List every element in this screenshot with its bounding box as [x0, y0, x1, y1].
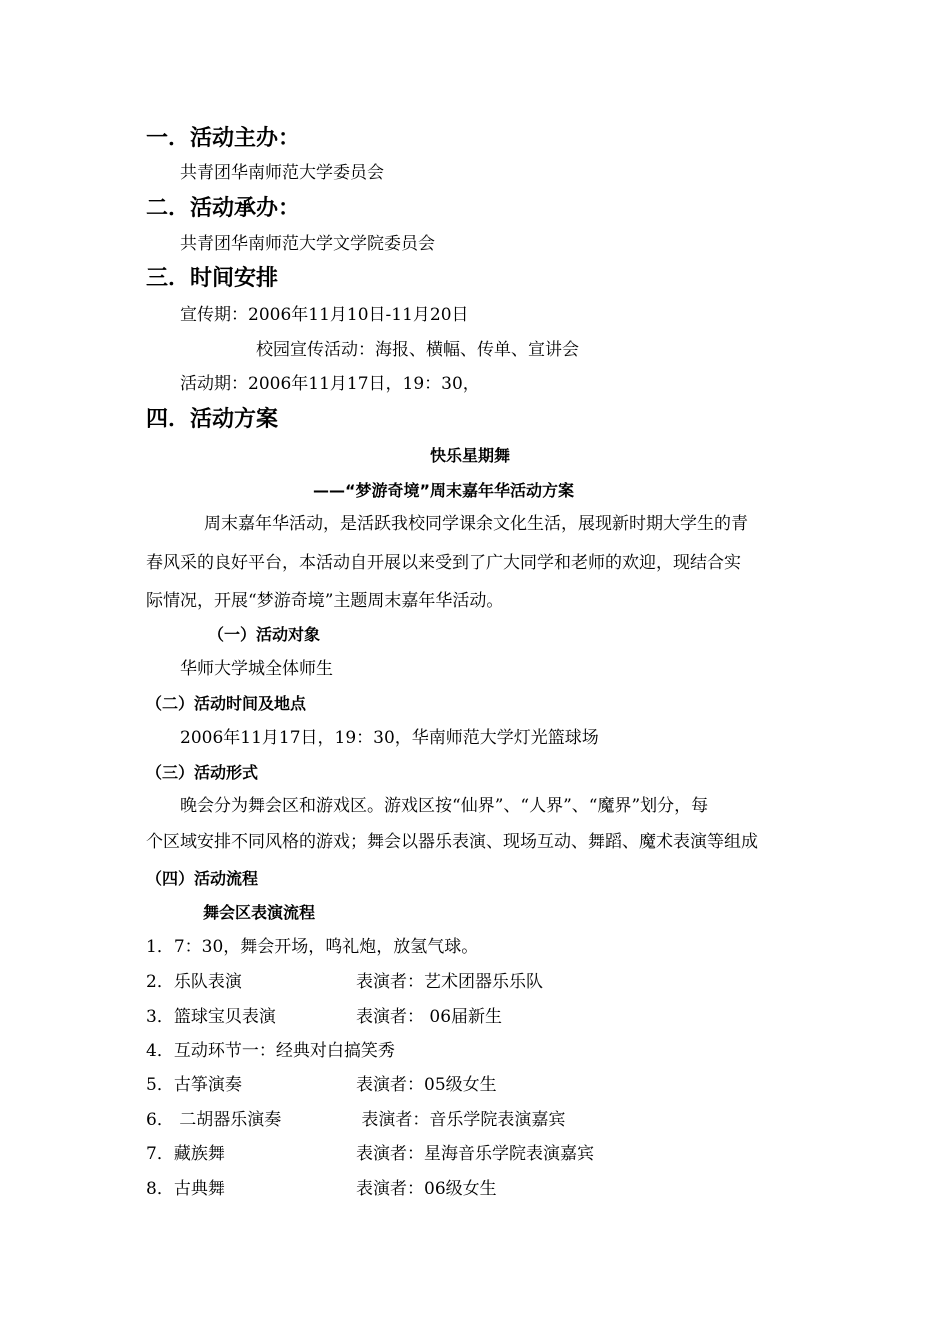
- program-item-3: 3．篮球宝贝表演: [146, 1007, 276, 1027]
- program-performer-3: 表演者： 06届新生: [356, 1007, 503, 1027]
- program-item-1: 1．7：30，舞会开场，鸣礼炮，放氢气球。: [146, 937, 479, 957]
- plan-subtitle: ——“梦游奇境”周末嘉年华活动方案: [313, 481, 575, 500]
- co-organizer-text: 共青团华南师范大学文学院委员会: [180, 234, 435, 254]
- flow-heading: 舞会区表演流程: [203, 903, 316, 922]
- part4-heading: （四）活动流程: [146, 869, 259, 888]
- section-heading-organizer: 一．活动主办：: [146, 126, 301, 151]
- plan-title: 快乐星期舞: [430, 446, 511, 465]
- program-item-4: 4．互动环节一：经典对白搞笑秀: [146, 1041, 395, 1061]
- schedule-campus-publicity: 校园宣传活动：海报、横幅、传单、宣讲会: [256, 340, 579, 360]
- part3-line-2: 个区域安排不同风格的游戏；舞会以器乐表演、现场互动、舞蹈、魔术表演等组成: [146, 832, 758, 852]
- program-performer-7: 表演者：星海音乐学院表演嘉宾: [356, 1144, 594, 1164]
- program-item-5: 5．古筝演奏: [146, 1075, 242, 1095]
- program-item-2: 2．乐队表演: [146, 972, 242, 992]
- intro-line-1: 周末嘉年华活动，是活跃我校同学课余文化生活，展现新时期大学生的青: [204, 514, 748, 534]
- program-item-7: 7．藏族舞: [146, 1144, 225, 1164]
- part2-heading: （二）活动时间及地点: [146, 694, 307, 713]
- program-performer-5: 表演者：05级女生: [356, 1075, 497, 1095]
- part3-heading: （三）活动形式: [146, 763, 259, 782]
- intro-line-2: 春风采的良好平台，本活动自开展以来受到了广大同学和老师的欢迎，现结合实: [146, 553, 741, 573]
- schedule-publicity-period: 宣传期：2006年11月10日-11月20日: [180, 305, 469, 325]
- section-heading-co-organizer: 二．活动承办：: [146, 196, 301, 221]
- intro-line-3: 际情况，开展“梦游奇境”主题周末嘉年华活动。: [146, 591, 504, 611]
- program-performer-6: 表演者：音乐学院表演嘉宾: [356, 1110, 566, 1130]
- part2-text: 2006年11月17日，19：30，华南师范大学灯光篮球场: [180, 728, 599, 748]
- program-performer-2: 表演者：艺术团器乐乐队: [356, 972, 543, 992]
- program-performer-8: 表演者：06级女生: [356, 1179, 497, 1199]
- part3-line-1: 晚会分为舞会区和游戏区。游戏区按“仙界”、“人界”、“魔界”划分，每: [180, 796, 709, 816]
- section-heading-schedule: 三．时间安排: [146, 266, 279, 291]
- program-item-6: 6． 二胡器乐演奏: [146, 1110, 282, 1130]
- section-heading-plan: 四．活动方案: [146, 407, 279, 432]
- part1-text: 华师大学城全体师生: [180, 659, 333, 679]
- organizer-text: 共青团华南师范大学委员会: [180, 163, 384, 183]
- part1-heading: （一）活动对象: [208, 625, 321, 644]
- program-item-8: 8．古典舞: [146, 1179, 225, 1199]
- schedule-event-period: 活动期：2006年11月17日，19：30，: [180, 374, 480, 394]
